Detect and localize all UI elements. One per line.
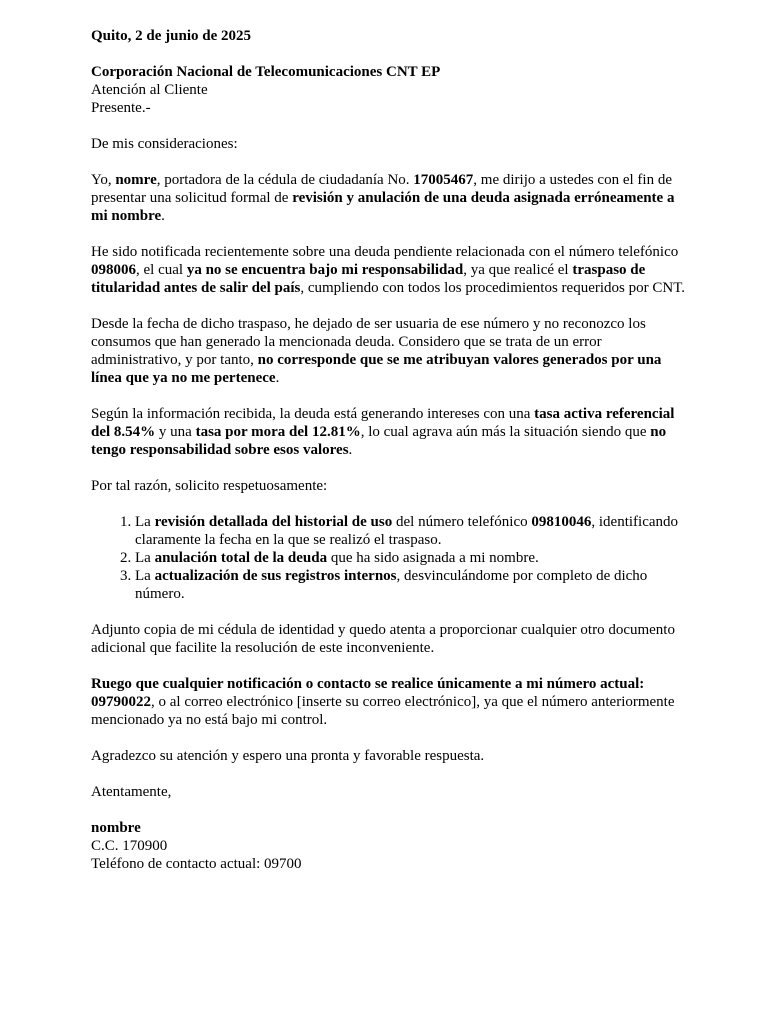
list-item: 2. La anulación total de la deuda que ha sido asignada a mi nombre. [135,549,687,567]
paragraph-thanks: Agradezco su atención y espero una pronta y favorable respuesta. [91,748,485,764]
company-name: Corporación Nacional de Telecomunicaciones CNT EP [91,64,441,80]
current-number: Ruego que cualquier notificación o contacto se realice únicamente a mi número actual: 09790022 [91,676,645,710]
request-subject: revisión y anulación de una deuda asignada erróneamente a mi nombre [91,190,675,224]
recipient-department: Atención al Cliente [91,82,208,98]
late-rate: tasa por mora del 12.81% [195,424,361,440]
request-list [91,513,687,603]
recipient-presente: Presente.- [91,100,151,116]
recipient-block [91,63,687,117]
id-number: 17005467 [413,172,474,188]
letter-date [91,27,687,45]
paragraph-request-intro: Por tal razón, solicito respetuosamente: [91,478,328,494]
paragraph-attachment: Adjunto copia de mi cédula de identidad y quedo atenta a proporcionar cualquier otro documento adicional que facilite la resolución de este inconveniente. [91,622,675,656]
signature-phone: Teléfono de contacto actual: 09700 [91,856,302,872]
reference-rate: tasa activa referencial del 8.54% [91,406,675,440]
list-item: 3. La actualización de sus registros internos, desvinculándome por completo de dicho número. [135,567,687,603]
salutation: De mis consideraciones: [91,136,238,152]
paragraph-intro: Yo, nomre, portadora de la cédula de ciudadanía No. 17005467, me dirijo a ustedes con el fin de presentar una solicitud formal de revisión y anulación de una deuda asignada erróneamente a mi nombre. [91,172,675,224]
paragraph-notification: He sido notificada recientemente sobre una deuda pendiente relacionada con el número telefónico 098006, el cual ya no se encuentra bajo mi responsabilidad, ya que realicé el traspaso de titularidad antes de salir del país, cumpliendo con todos los procedimientos requeridos por CNT. [91,244,685,296]
paragraph-transfer: Desde la fecha de dicho traspaso, he dejado de ser usuaria de ese número y no reconozco los consumos que han generado la mencionada deuda. Considero que se trata de un error administrativo, y por tanto, no corresponde que se me atribuyan valores generados por una línea que ya no me pertenece. [91,316,662,386]
signature-block [91,819,687,873]
recipient-company [91,63,687,81]
signature-name: nombre [91,820,141,836]
paragraph-interest: Según la información recibida, la deuda está generando intereses con una tasa activa referencial del 8.54% y una tasa por mora del 12.81%, lo cual agrava aún más la situación siendo que no tengo responsabilidad sobre esos valores. [91,406,675,458]
letter-document [91,27,687,891]
sender-name: nomre [115,172,157,188]
date-text: Quito, 2 de junio de 2025 [91,28,252,44]
closing: Atentamente, [91,784,172,800]
list-item: 1. La revisión detallada del historial de uso del número telefónico 09810046, identificando claramente la fecha en la que se realizó el traspaso. [135,513,687,549]
signature-id: C.C. 170900 [91,838,168,854]
old-phone-number: 098006 [91,262,136,278]
paragraph-contact: Ruego que cualquier notificación o contacto se realice únicamente a mi número actual: 09790022, o al correo electrónico [inserte su correo electrónico], ya que el número anteriormente mencionado ya no está bajo mi control. [91,676,675,728]
phone-number: 09810046 [531,514,592,530]
